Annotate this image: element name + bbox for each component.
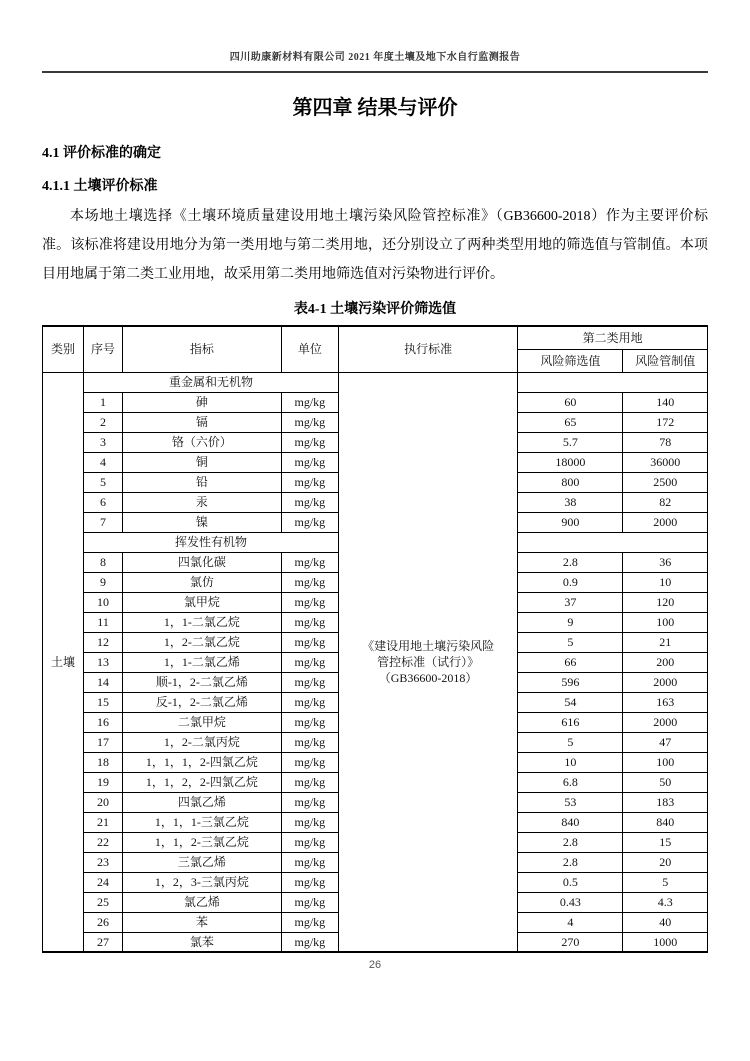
indicator-cell: 氯仿 <box>122 572 281 592</box>
control-value-cell: 100 <box>623 752 708 772</box>
standard-line: 管控标准（试行）》 <box>377 654 480 669</box>
control-value-cell: 120 <box>623 592 708 612</box>
screening-value-cell: 2.8 <box>518 552 623 572</box>
indicator-cell: 三氯乙烯 <box>122 852 281 872</box>
screening-value-cell: 2.8 <box>518 852 623 872</box>
index-cell: 10 <box>84 592 123 612</box>
unit-cell: mg/kg <box>281 812 338 832</box>
group-empty-cell <box>518 372 708 392</box>
group-name-cell: 挥发性有机物 <box>84 532 339 552</box>
screening-value-cell: 800 <box>518 472 623 492</box>
screening-value-cell: 60 <box>518 392 623 412</box>
unit-cell: mg/kg <box>281 852 338 872</box>
indicator-cell: 铅 <box>122 472 281 492</box>
control-value-cell: 47 <box>623 732 708 752</box>
screening-value-cell: 38 <box>518 492 623 512</box>
screening-value-cell: 5 <box>518 632 623 652</box>
unit-cell: mg/kg <box>281 752 338 772</box>
screening-value-cell: 0.5 <box>518 872 623 892</box>
col-header-indicator: 指标 <box>122 326 281 372</box>
index-cell: 17 <box>84 732 123 752</box>
table-title: 表4-1 土壤污染评价筛选值 <box>293 302 457 317</box>
unit-cell: mg/kg <box>281 652 338 672</box>
index-cell: 15 <box>84 692 123 712</box>
col-header-control: 风险管制值 <box>623 349 708 372</box>
group-name-cell: 重金属和无机物 <box>84 372 339 392</box>
col-header-category: 类别 <box>43 326 84 372</box>
screening-value-cell: 4 <box>518 912 623 932</box>
screening-value-cell: 9 <box>518 612 623 632</box>
unit-cell: mg/kg <box>281 592 338 612</box>
screening-value-cell: 66 <box>518 652 623 672</box>
screening-value-cell: 900 <box>518 512 623 532</box>
indicator-cell: 1，1-二氯乙烷 <box>122 612 281 632</box>
index-cell: 14 <box>84 672 123 692</box>
indicator-cell: 1，2-二氯乙烷 <box>122 632 281 652</box>
screening-value-cell: 270 <box>518 932 623 952</box>
unit-cell: mg/kg <box>281 832 338 852</box>
control-value-cell: 21 <box>623 632 708 652</box>
col-header-unit: 单位 <box>281 326 338 372</box>
index-cell: 21 <box>84 812 123 832</box>
control-value-cell: 840 <box>623 812 708 832</box>
unit-cell: mg/kg <box>281 392 338 412</box>
screening-value-cell: 53 <box>518 792 623 812</box>
soil-table-body <box>43 372 708 952</box>
control-value-cell: 200 <box>623 652 708 672</box>
screening-value-cell: 596 <box>518 672 623 692</box>
indicator-cell: 1，1-二氯乙烯 <box>122 652 281 672</box>
index-cell: 1 <box>84 392 123 412</box>
col-header-screening: 风险筛选值 <box>518 349 623 372</box>
unit-cell: mg/kg <box>281 632 338 652</box>
control-value-cell: 1000 <box>623 932 708 952</box>
standard-cell <box>338 372 517 952</box>
control-value-cell: 2000 <box>623 672 708 692</box>
screening-value-cell: 65 <box>518 412 623 432</box>
indicator-cell: 四氯乙烯 <box>122 792 281 812</box>
group-empty-cell <box>518 532 708 552</box>
control-value-cell: 172 <box>623 412 708 432</box>
index-cell: 3 <box>84 432 123 452</box>
index-cell: 27 <box>84 932 123 952</box>
category-cell: 土壤 <box>43 372 84 952</box>
page-number: 26 <box>368 959 382 971</box>
control-value-cell: 78 <box>623 432 708 452</box>
unit-cell: mg/kg <box>281 412 338 432</box>
control-value-cell: 163 <box>623 692 708 712</box>
unit-cell: mg/kg <box>281 872 338 892</box>
index-cell: 19 <box>84 772 123 792</box>
screening-value-cell: 37 <box>518 592 623 612</box>
control-value-cell: 2000 <box>623 712 708 732</box>
control-value-cell: 2000 <box>623 512 708 532</box>
control-value-cell: 36 <box>623 552 708 572</box>
indicator-cell: 汞 <box>122 492 281 512</box>
unit-cell: mg/kg <box>281 892 338 912</box>
indicator-cell: 氯乙烯 <box>122 892 281 912</box>
indicator-cell: 二氯甲烷 <box>122 712 281 732</box>
control-value-cell: 2500 <box>623 472 708 492</box>
index-cell: 12 <box>84 632 123 652</box>
header-rule <box>42 71 708 73</box>
indicator-cell: 顺-1，2-二氯乙烯 <box>122 672 281 692</box>
indicator-cell: 氯苯 <box>122 932 281 952</box>
control-value-cell: 10 <box>623 572 708 592</box>
index-cell: 4 <box>84 452 123 472</box>
soil-screening-table <box>42 325 708 953</box>
control-value-cell: 36000 <box>623 452 708 472</box>
control-value-cell: 140 <box>623 392 708 412</box>
soil-table-head <box>43 326 708 372</box>
screening-value-cell: 5 <box>518 732 623 752</box>
section-heading-4-1: 4.1 评价标准的确定 <box>42 146 161 161</box>
page-header: 四川助康新材料有限公司 2021 年度土壤及地下水自行监测报告 <box>229 52 521 63</box>
index-cell: 23 <box>84 852 123 872</box>
indicator-cell: 1，1，2，2-四氯乙烷 <box>122 772 281 792</box>
control-value-cell: 82 <box>623 492 708 512</box>
standard-line: 《建设用地土壤污染风险 <box>362 638 495 653</box>
indicator-cell: 1，1，1，2-四氯乙烷 <box>122 752 281 772</box>
unit-cell: mg/kg <box>281 452 338 472</box>
indicator-cell: 四氯化碳 <box>122 552 281 572</box>
screening-value-cell: 840 <box>518 812 623 832</box>
control-value-cell: 100 <box>623 612 708 632</box>
index-cell: 2 <box>84 412 123 432</box>
group-header-row <box>43 372 708 392</box>
unit-cell: mg/kg <box>281 912 338 932</box>
control-value-cell: 5 <box>623 872 708 892</box>
standard-line: （GB36600-2018） <box>378 670 478 685</box>
control-value-cell: 4.3 <box>623 892 708 912</box>
index-cell: 16 <box>84 712 123 732</box>
screening-value-cell: 10 <box>518 752 623 772</box>
index-cell: 9 <box>84 572 123 592</box>
index-cell: 20 <box>84 792 123 812</box>
unit-cell: mg/kg <box>281 672 338 692</box>
col-header-index: 序号 <box>84 326 123 372</box>
index-cell: 8 <box>84 552 123 572</box>
screening-value-cell: 18000 <box>518 452 623 472</box>
unit-cell: mg/kg <box>281 512 338 532</box>
unit-cell: mg/kg <box>281 612 338 632</box>
indicator-cell: 1，2，3-三氯丙烷 <box>122 872 281 892</box>
control-value-cell: 20 <box>623 852 708 872</box>
screening-value-cell: 616 <box>518 712 623 732</box>
screening-value-cell: 5.7 <box>518 432 623 452</box>
unit-cell: mg/kg <box>281 572 338 592</box>
control-value-cell: 50 <box>623 772 708 792</box>
screening-value-cell: 6.8 <box>518 772 623 792</box>
index-cell: 7 <box>84 512 123 532</box>
unit-cell: mg/kg <box>281 772 338 792</box>
unit-cell: mg/kg <box>281 712 338 732</box>
section-heading-4-1-1: 4.1.1 土壤评价标准 <box>42 179 158 194</box>
indicator-cell: 镍 <box>122 512 281 532</box>
index-cell: 11 <box>84 612 123 632</box>
control-value-cell: 40 <box>623 912 708 932</box>
index-cell: 25 <box>84 892 123 912</box>
indicator-cell: 铬（六价） <box>122 432 281 452</box>
unit-cell: mg/kg <box>281 472 338 492</box>
control-value-cell: 183 <box>623 792 708 812</box>
indicator-cell: 氯甲烷 <box>122 592 281 612</box>
indicator-cell: 1，1，1-三氯乙烷 <box>122 812 281 832</box>
screening-value-cell: 0.43 <box>518 892 623 912</box>
index-cell: 6 <box>84 492 123 512</box>
unit-cell: mg/kg <box>281 732 338 752</box>
indicator-cell: 镉 <box>122 412 281 432</box>
screening-value-cell: 2.8 <box>518 832 623 852</box>
unit-cell: mg/kg <box>281 492 338 512</box>
index-cell: 22 <box>84 832 123 852</box>
unit-cell: mg/kg <box>281 692 338 712</box>
body-paragraph: 本场地土壤选择《土壤环境质量建设用地土壤污染风险管控标准》（GB36600-2018）作为主要评价标准。该标准将建设用地分为第一类用地与第二类用地，还分别设立了两种类型用地的筛选值与管制值。本项目用地属于第二类工业用地，故采用第二类用地筛选值对污染物进行评价。 <box>42 209 708 282</box>
indicator-cell: 铜 <box>122 452 281 472</box>
index-cell: 5 <box>84 472 123 492</box>
indicator-cell: 1，2-二氯丙烷 <box>122 732 281 752</box>
unit-cell: mg/kg <box>281 432 338 452</box>
screening-value-cell: 0.9 <box>518 572 623 592</box>
indicator-cell: 苯 <box>122 912 281 932</box>
unit-cell: mg/kg <box>281 792 338 812</box>
index-cell: 13 <box>84 652 123 672</box>
index-cell: 18 <box>84 752 123 772</box>
unit-cell: mg/kg <box>281 932 338 952</box>
indicator-cell: 1，1，2-三氯乙烷 <box>122 832 281 852</box>
chapter-title: 第四章 结果与评价 <box>292 97 458 119</box>
col-header-land-type: 第二类用地 <box>518 326 708 349</box>
col-header-standard: 执行标准 <box>338 326 517 372</box>
index-cell: 26 <box>84 912 123 932</box>
control-value-cell: 15 <box>623 832 708 852</box>
indicator-cell: 反-1，2-二氯乙烯 <box>122 692 281 712</box>
unit-cell: mg/kg <box>281 552 338 572</box>
indicator-cell: 砷 <box>122 392 281 412</box>
index-cell: 24 <box>84 872 123 892</box>
screening-value-cell: 54 <box>518 692 623 712</box>
